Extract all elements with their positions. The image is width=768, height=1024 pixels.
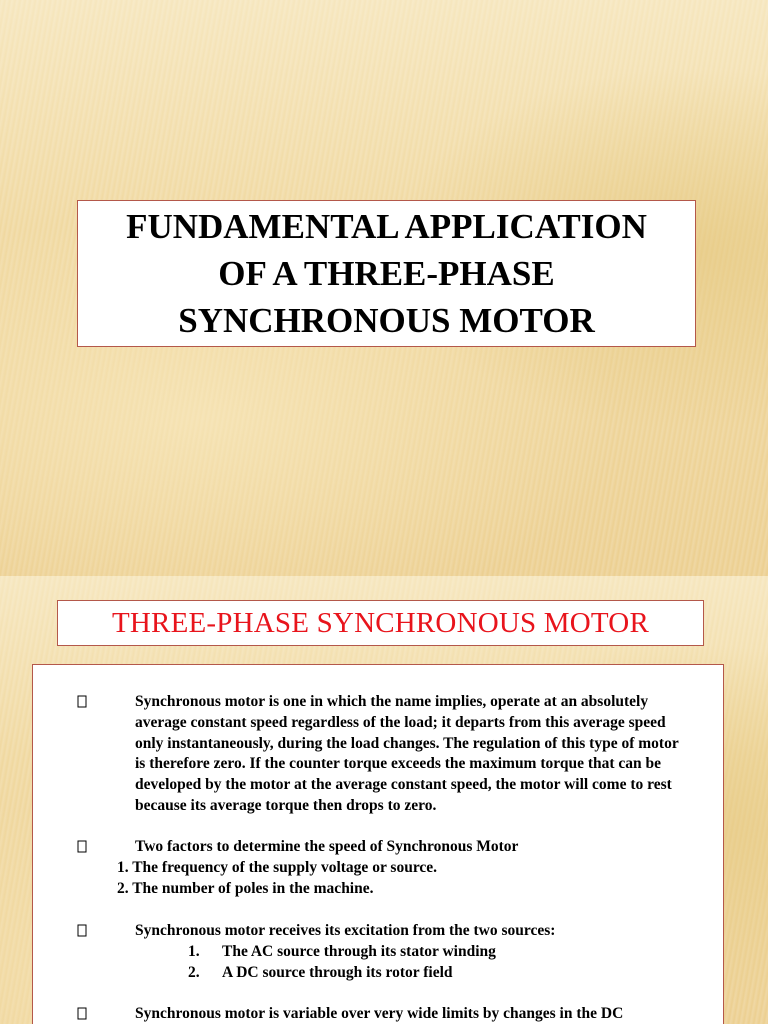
missing-glyph-box-icon — [77, 1007, 91, 1021]
bullet-line: Synchronous motor is one in which the name implies, operate at an absolutely — [135, 693, 649, 710]
bullet-line: developed by the motor at the average constant speed, the motor will come to rest — [135, 776, 672, 794]
title-line: OF A THREE-PHASE — [218, 254, 555, 293]
heading-box — [57, 600, 704, 646]
missing-glyph-box-icon — [77, 695, 91, 709]
list-item: A DC source through its rotor field — [222, 964, 453, 981]
content-box — [32, 664, 724, 1024]
list-item: 1. The frequency of the supply voltage or source. — [117, 859, 438, 876]
missing-glyph-box-icon — [77, 924, 91, 938]
slide-heading: THREE-PHASE SYNCHRONOUS MOTOR — [112, 606, 649, 639]
list-number: 2. — [188, 964, 200, 981]
title-line: FUNDAMENTAL APPLICATION — [126, 207, 647, 246]
missing-glyph-box-icon — [77, 840, 91, 854]
list-item: 2. The number of poles in the machine. — [117, 880, 374, 897]
bullet-text: Two factors to determine the speed of Synchronous Motor — [135, 838, 519, 855]
bullet-line: is therefore zero. If the counter torque exceeds the maximum torque that can be — [135, 755, 662, 773]
bullet-line: only instantaneously, during the load changes. The regulation of this type of motor — [135, 734, 679, 752]
title-line: SYNCHRONOUS MOTOR — [178, 301, 595, 340]
list-number: 1. — [188, 943, 200, 960]
bullet-line: because its average torque then drops to zero. — [135, 796, 437, 814]
title-box — [77, 200, 696, 347]
bullet-text — [135, 692, 735, 817]
content-slide — [0, 576, 768, 1024]
slide-title — [87, 203, 687, 344]
bullet-text: Synchronous motor is variable over very wide limits by changes in the DC — [135, 1005, 624, 1022]
bullet-text: Synchronous motor receives its excitation from the two sources: — [135, 922, 556, 939]
bullet-line: average constant speed regardless of the load; it departs from this average speed — [135, 713, 666, 731]
list-item: The AC source through its stator winding — [222, 943, 496, 960]
